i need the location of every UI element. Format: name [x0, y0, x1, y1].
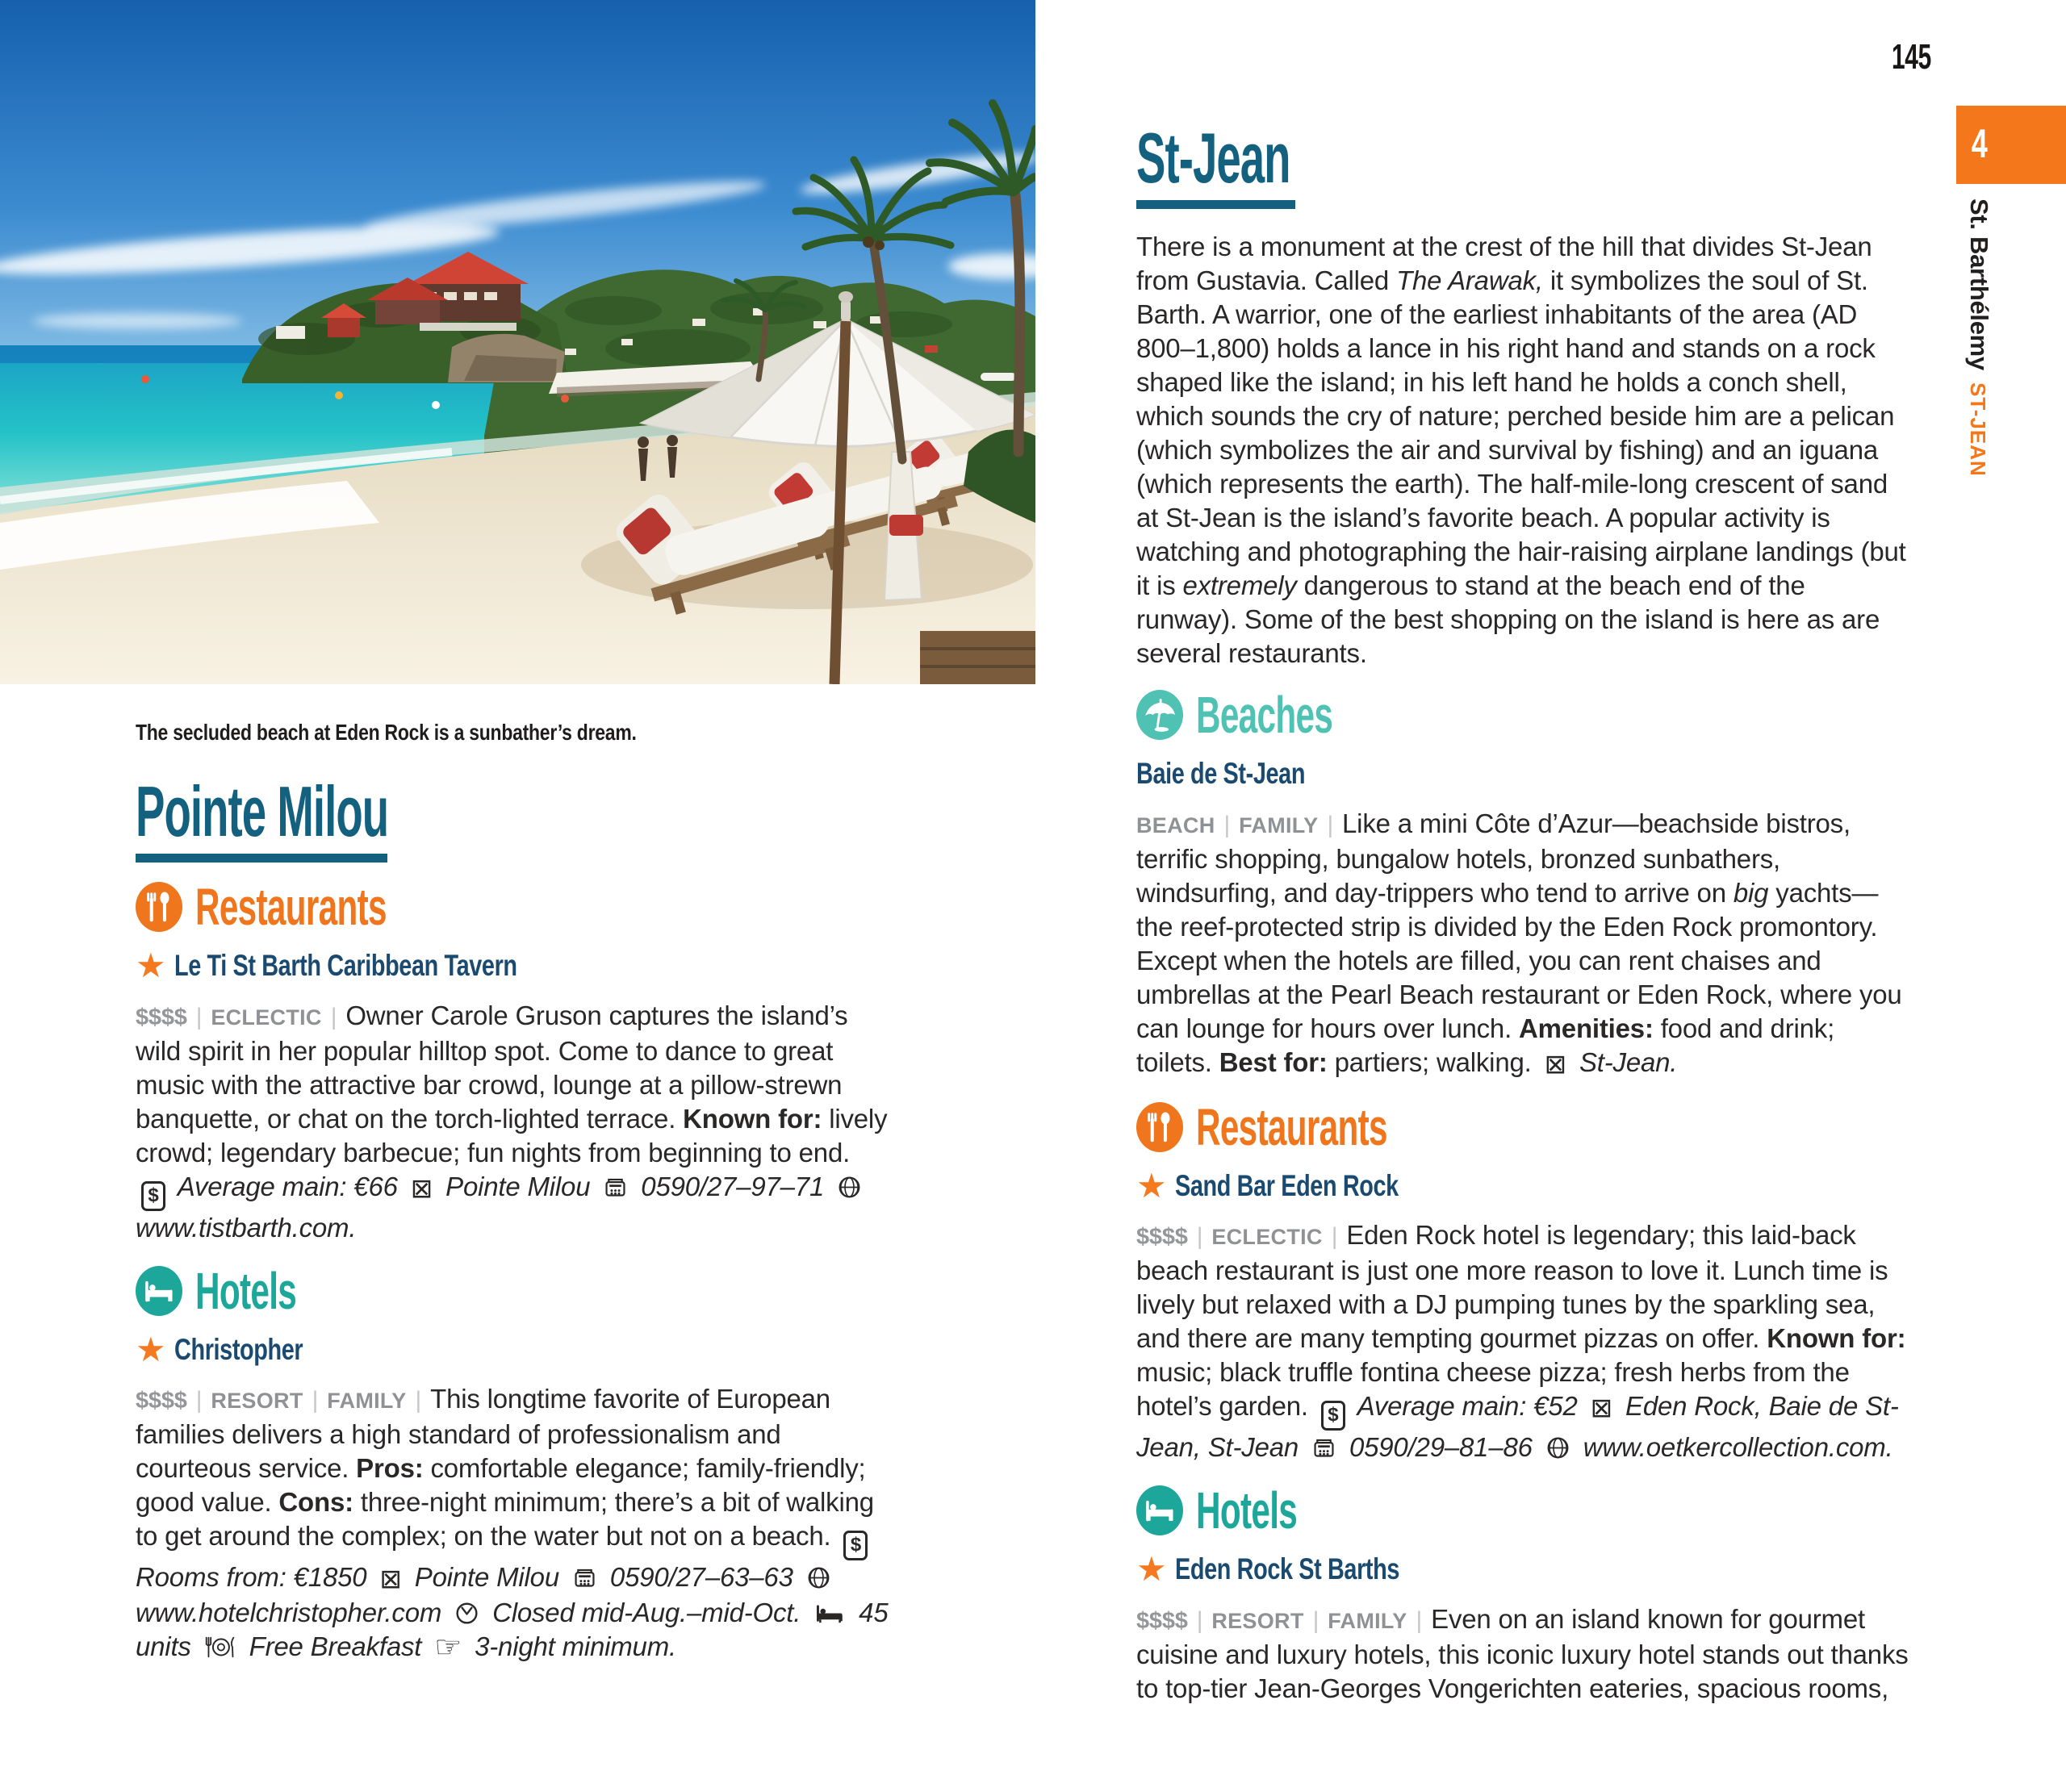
chapter-number: 4 [1971, 121, 1988, 166]
area-title-st-jean: St-Jean [1136, 118, 1290, 198]
sidebar-chapter-title: St. Barthélemy [1965, 198, 1993, 370]
average-cost-icon: $ [838, 1521, 873, 1551]
venue-name: Baie de St-Jean [1136, 757, 1306, 790]
address-icon: ⊠ [410, 1172, 433, 1204]
star-icon: ★ [1136, 1550, 1167, 1589]
bed-icon [136, 1266, 182, 1316]
venue-name: Le Ti St Barth Caribbean Tavern [174, 949, 517, 982]
fork-spoon-icon [1136, 1102, 1183, 1152]
intro-paragraph: There is a monument at the crest of the hill that divides St-Jean from Gustavia. Called The Arawak, it symbolizes the soul of St. Barth. A warrior, one of the earliest inhabitants of the area (AD 800–1,800) holds a lance in his right hand and stands on a rock shaped like the island; in his left hand he holds a conch shell, which sounds the cry of nature; perched beside him are a pelican (which symbolizes the air and survival by fishing) and an iguana (which represents the earth). The half-mile-long crescent of sand at St-Jean is the island’s favorite beach. A popular activity is watching and photographing the hair-raising airplane landings (but it is extremely dangerous to stand at the beach end of the runway). Some of the best shopping on the island is here as are several restaurants. [1136, 232, 1906, 668]
section-title-beaches: Beaches [1196, 686, 1333, 744]
closed-icon [449, 1598, 485, 1627]
venue-title [1136, 756, 1913, 792]
chapter-tab [1956, 106, 2066, 184]
left-column [136, 771, 890, 1665]
venue-description: BEACH | FAMILY | Like a mini Côte d’Azur—beachside bistros, terrific shopping, bungalow hotels, bronzed sunbathers, windsurfing, and day-trippers who tend to arrive on big yachts—the reef-protected strip is divided by the Eden Rock promontory. Except when the hotels are filled, you can rent chaises and umbrellas at the Pearl Beach restaurant or Eden Rock, where you can lounge for hours over lunch. Amenities: food and drink; toilets. Best for: partiers; walking. ⊠ St-Jean. [1136, 808, 1902, 1080]
meals-icon [199, 1631, 242, 1661]
star-icon: ★ [136, 1330, 166, 1368]
address-icon: ⊠ [1544, 1047, 1567, 1080]
section-header-beaches [1136, 686, 1913, 744]
address-icon: ⊠ [379, 1563, 402, 1595]
average-cost-icon: $ [1315, 1391, 1351, 1421]
page-number: 145 [1892, 37, 1931, 77]
average-cost-icon: $ [136, 1172, 171, 1201]
venue-name: Christopher [174, 1332, 303, 1366]
beach-photo-illustration [0, 0, 1035, 684]
venue-description: $$$$ | ECLECTIC | Eden Rock hotel is legendary; this laid-back beach restaurant is just one more reason to love it. Lunch time is lively but relaxed with a DJ pumping tunes by the sparkling sea, and there are many tempting gourmet pizzas on offer. Known for: music; black truffle fontina cheese pizza; fresh herbs from the hotel’s garden. $ Average main: €52 ⊠ Eden Rock, Baie de St-Jean, St-Jean 0590/29–81–86 www.oetkercollection.com. [1136, 1220, 1906, 1463]
area-title-rule [1136, 200, 1295, 209]
address-icon: ⊠ [1590, 1392, 1613, 1424]
phone-icon [567, 1562, 603, 1592]
bed-icon [1136, 1485, 1183, 1535]
sidebar-section-label: ST-JEAN [1966, 382, 1990, 477]
section-title-hotels: Hotels [1196, 1481, 1298, 1540]
section-title-restaurants: Restaurants [1196, 1097, 1387, 1156]
beach-umbrella-icon [1136, 690, 1183, 740]
section-title-restaurants: Restaurants [195, 878, 387, 936]
section-header-restaurants [1136, 1097, 1913, 1156]
section-title-hotels: Hotels [195, 1261, 297, 1320]
fork-spoon-icon [136, 882, 182, 932]
area-title-rule [136, 854, 387, 863]
venue-description: $$$$ | ECLECTIC | Owner Carole Gruson captures the island’s wild spirit in her popular hilltop spot. Come to dance to great music with the attractive bar crowd, lounge at a pillow-strewn banquette, or chat on the torch-lighted terrace. Known for: lively crowd; legendary barbecue; fun nights from beginning to end. $ Average main: €66 ⊠ Pointe Milou 0590/27–97–71 www.tistbarth.com. [136, 1000, 888, 1243]
right-column [1136, 118, 1913, 1706]
web-icon [1540, 1432, 1576, 1462]
section-header-restaurants [136, 878, 890, 936]
phone-icon [597, 1172, 634, 1201]
web-icon [801, 1562, 837, 1592]
venue-description: $$$$ | RESORT | FAMILY | Even on an island known for gourmet cuisine and luxury hotels, this iconic luxury hotel stands out thanks to top-tier Jean-Georges Vongerichten eateries, spacious rooms, [1136, 1604, 1909, 1704]
venue-title [1136, 1552, 1913, 1587]
photo-caption: The secluded beach at Eden Rock is a sunbather’s dream. [136, 720, 637, 745]
beach-photo [0, 0, 1035, 684]
venue-name: Sand Bar Eden Rock [1174, 1168, 1399, 1202]
rooms-icon [808, 1598, 851, 1627]
phone-icon [1306, 1432, 1342, 1462]
venue-name: Eden Rock St Barths [1174, 1552, 1399, 1586]
venue-title [136, 1332, 890, 1368]
area-title-pointe-milou: Pointe Milou [136, 771, 389, 851]
section-header-hotels [136, 1261, 890, 1320]
web-icon [831, 1172, 868, 1201]
star-icon: ★ [136, 946, 166, 984]
venue-description: $$$$ | RESORT | FAMILY | This longtime favorite of European families delivers a high standard of professionalism and courteous service. Pros: comfortable elegance; family-friendly; good value. Cons: three-night minimum; there’s a bit of walking to get around the complex; on the water but not on a beach. $ Rooms from: €1850 ⊠ Pointe Milou 0590/27–63–63 www.hotelchristopher.com Closed mid-Aug.–mid-Oct. 45 units Free Breakfast ☞ 3-night minimum. [136, 1384, 889, 1665]
venue-title [136, 948, 890, 984]
section-header-hotels [1136, 1481, 1913, 1540]
tip-icon: ☞ [434, 1629, 462, 1665]
venue-title [1136, 1168, 1913, 1204]
star-icon: ★ [1136, 1166, 1167, 1205]
